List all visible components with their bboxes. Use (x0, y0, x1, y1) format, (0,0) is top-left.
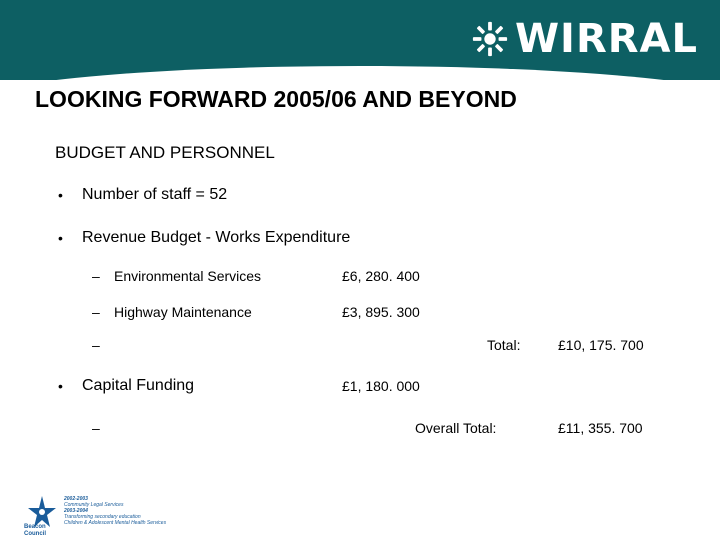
item-value: £3, 895. 300 (342, 304, 420, 320)
overall-total-label: Overall Total: (415, 420, 497, 436)
bullet-icon: • (58, 378, 63, 394)
wirral-logo (471, 16, 698, 62)
slide-title: LOOKING FORWARD 2005/06 AND BEYOND (35, 86, 517, 112)
award-line: 2002-2003 (64, 496, 88, 502)
dash-icon: – (92, 337, 100, 353)
logo-text: WIRRAL (514, 16, 698, 62)
dash-icon: – (92, 420, 100, 436)
bullet-icon: • (58, 187, 63, 203)
award-line: Community Legal Services (64, 502, 124, 508)
overall-total-value: £11, 355. 700 (558, 420, 643, 436)
beacon-text: Beacon (24, 524, 46, 530)
award-line: 2003-2004 (64, 508, 88, 514)
dash-icon: – (92, 304, 100, 320)
total-value: £10, 175. 700 (558, 337, 644, 353)
capital-funding-value: £1, 180. 000 (342, 378, 420, 394)
beacon-star-icon (28, 496, 56, 527)
dash-icon: – (92, 268, 100, 284)
item-label: Environmental Services (114, 268, 262, 284)
award-line: Children & Adolescent Mental Health Services (64, 520, 167, 526)
staff-count-text: Number of staff = 52 (82, 186, 228, 203)
award-line: Transforming secondary education (64, 514, 141, 520)
item-value: £6, 280. 400 (342, 268, 420, 284)
bullet-icon: • (58, 230, 63, 246)
slide-subtitle: BUDGET AND PERSONNEL (55, 143, 275, 162)
council-text: Council (24, 531, 46, 536)
wirral-emblem-icon (471, 20, 509, 58)
revenue-budget-text: Revenue Budget - Works Expenditure (82, 229, 351, 246)
total-label: Total: (487, 337, 521, 353)
capital-funding-label: Capital Funding (82, 377, 195, 394)
beacon-awards-text (64, 496, 166, 526)
item-label: Highway Maintenance (114, 304, 252, 320)
